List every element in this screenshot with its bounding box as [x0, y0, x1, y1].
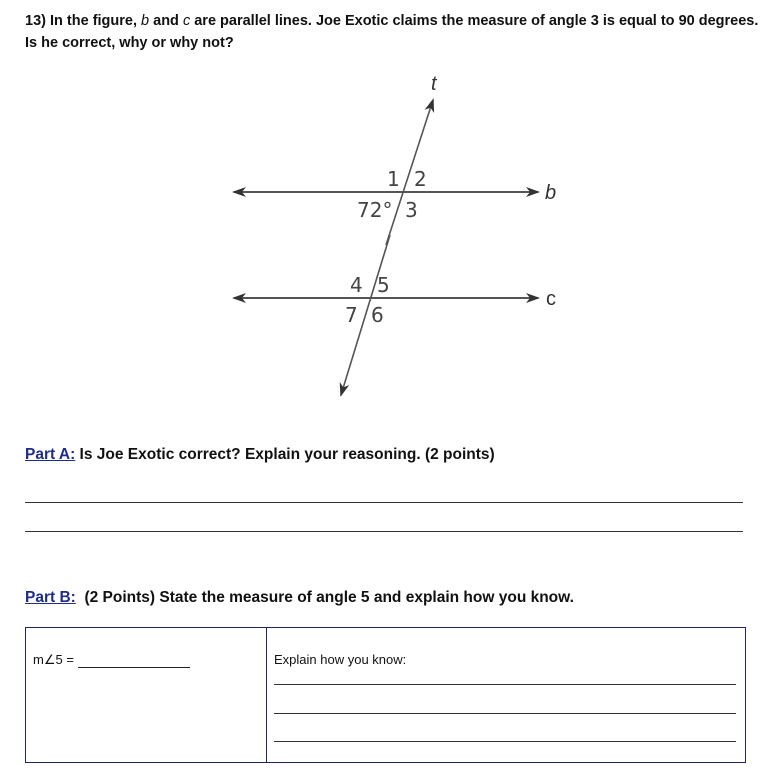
question-number: 13)	[25, 13, 46, 29]
measure-label: m∠5 =	[33, 652, 78, 667]
part-a-label: Part A:	[25, 446, 76, 463]
part-b-label: Part B	[25, 589, 71, 606]
part-a-answer-line-2[interactable]	[25, 531, 743, 532]
angle-4: 4	[350, 273, 363, 297]
angle-2: 2	[414, 167, 427, 191]
explain-line-3[interactable]	[274, 741, 736, 742]
part-a-answer-line-1[interactable]	[25, 502, 743, 503]
line-c-ref: c	[182, 13, 191, 29]
label-c: c	[546, 288, 556, 310]
line-b-ref: b	[141, 13, 150, 29]
question-text: 13) In the figure, b and c are parallel lines. Joe Exotic claims the measure of angle 3 is equal to 90 degrees. Is he correct, why or why not?	[25, 13, 759, 51]
explain-label: Explain how you know:	[274, 652, 407, 667]
explain-cell	[267, 628, 746, 763]
part-a-prompt: Part A: Is Joe Exotic correct? Explain your reasoning. (2 points)	[25, 446, 495, 463]
explain-line-2[interactable]	[274, 713, 736, 714]
angle-5-measure-field[interactable]	[33, 652, 190, 668]
angle-given-72: 72°	[357, 198, 393, 222]
angle-3: 3	[405, 198, 418, 222]
measure-cell	[26, 628, 267, 763]
measure-blank[interactable]	[78, 653, 190, 668]
explain-line-1[interactable]	[274, 684, 736, 685]
label-t: t	[431, 73, 437, 95]
angle-1: 1	[387, 167, 400, 191]
angle-5: 5	[377, 273, 390, 297]
angle-6: 6	[371, 303, 384, 327]
angle-7: 7	[345, 303, 358, 327]
part-b-answer-table	[25, 627, 746, 763]
label-b: b	[545, 182, 557, 204]
part-b-prompt: Part B: (2 Points) State the measure of angle 5 and explain how you know.	[25, 589, 574, 606]
